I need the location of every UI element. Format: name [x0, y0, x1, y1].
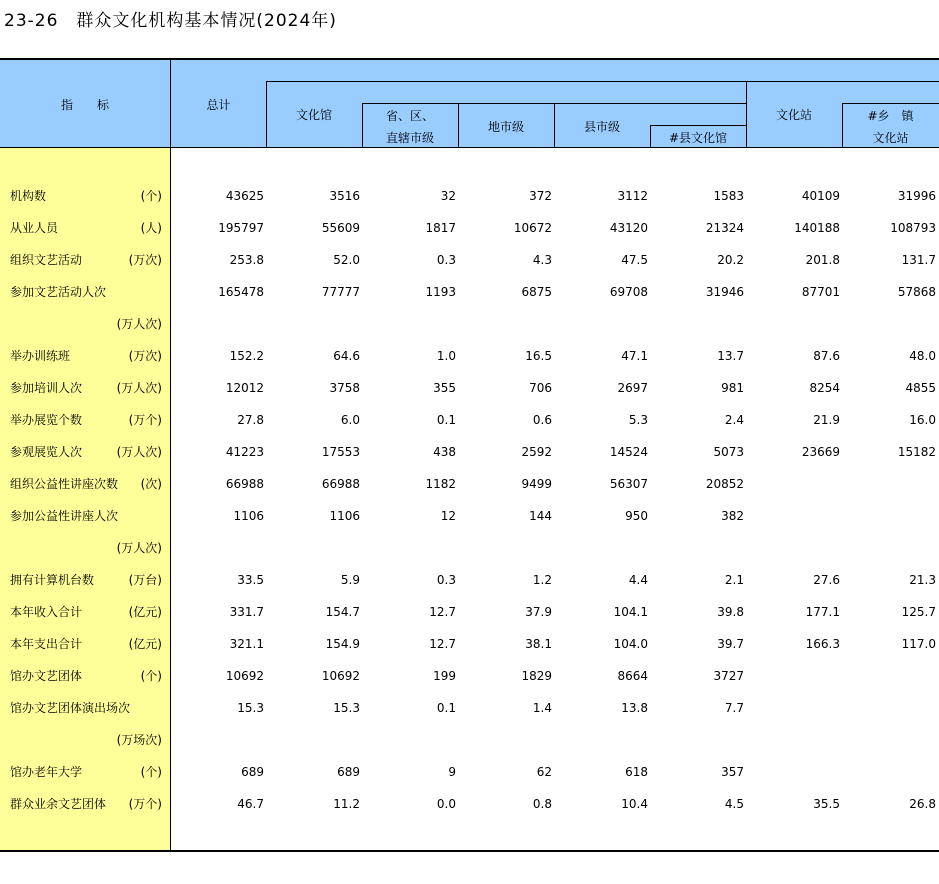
row-label-unit: (个): [140, 765, 162, 779]
table-cell: 43120: [609, 221, 648, 235]
row-label: [10, 348, 162, 364]
table-cell: [174, 732, 264, 748]
table-cell: 8664: [617, 669, 648, 683]
row-label: [10, 796, 162, 812]
table-cell: 43625: [225, 189, 264, 203]
header-rule: [266, 81, 939, 82]
header-bottom-border: [0, 147, 939, 148]
row-label-name: 参加培训人次: [10, 381, 83, 395]
table-cell: 39.8: [717, 605, 744, 619]
table-cell: 16.5: [525, 349, 552, 363]
table-cell: 5.3: [628, 413, 648, 427]
table-cell: 56307: [609, 477, 648, 491]
table-cell: 2697: [617, 381, 648, 395]
table-cell: 981: [721, 381, 744, 395]
table-cell: 55609: [321, 221, 360, 235]
table-cell: 21324: [705, 221, 744, 235]
table-cell: 38.1: [525, 637, 552, 651]
table-cell: 5073: [713, 445, 744, 459]
row-label-unit: (万次): [128, 349, 162, 363]
table-cell: [270, 540, 360, 556]
table-cell: 46.7: [237, 797, 264, 811]
table-cell: 64.6: [333, 349, 360, 363]
table-cell: [750, 732, 840, 748]
table-cell: [366, 732, 456, 748]
table-cell: [270, 732, 360, 748]
row-label-unit: (万人次): [116, 541, 162, 555]
table-cell: 21.3: [909, 573, 936, 587]
table-cell: 37.9: [525, 605, 552, 619]
row-label-unit: (次): [140, 477, 162, 491]
table-cell: 13.7: [717, 349, 744, 363]
table-cell: 6.0: [340, 413, 360, 427]
row-label-name: 机构数: [10, 189, 47, 203]
table-top-border: [0, 58, 939, 60]
row-label: [10, 700, 162, 716]
table-cell: [750, 476, 840, 492]
table-cell: 23669: [801, 445, 840, 459]
table-cell: 0.0: [436, 797, 456, 811]
table-cell: 117.0: [901, 637, 936, 651]
table-cell: 9499: [521, 477, 552, 491]
row-label: [10, 540, 162, 556]
table-cell: 382: [721, 509, 744, 523]
row-label-name: 举办展览个数: [10, 413, 83, 427]
table-cell: 154.7: [325, 605, 360, 619]
table-cell: 7.7: [724, 701, 744, 715]
row-label-unit: (个): [140, 669, 162, 683]
table-cell: 199: [433, 669, 456, 683]
row-label-name: 馆办老年大学: [10, 765, 83, 779]
table-cell: 177.1: [805, 605, 840, 619]
table-cell: [846, 700, 936, 716]
table-cell: [846, 732, 936, 748]
table-cell: [654, 732, 744, 748]
row-label: [10, 284, 162, 300]
table-cell: 3112: [617, 189, 648, 203]
row-label: [10, 636, 162, 652]
row-label-name: 从业人员: [10, 221, 59, 235]
table-cell: [750, 508, 840, 524]
table-cell: 17553: [321, 445, 360, 459]
row-label: [10, 604, 162, 620]
row-label-name: 群众业余文艺团体: [10, 797, 107, 811]
table-cell: 57868: [897, 285, 936, 299]
table-cell: 12.7: [429, 605, 456, 619]
row-label-name: 本年收入合计: [10, 605, 83, 619]
table-cell: [366, 540, 456, 556]
header-provincial-line1: 省、区、: [385, 109, 434, 123]
table-cell: [654, 540, 744, 556]
row-label-name: 参观展览人次: [10, 445, 83, 459]
row-label-unit: (个): [140, 189, 162, 203]
indicator-column-border: [170, 59, 171, 850]
table-cell: 2.1: [724, 573, 744, 587]
table-cell: 35.5: [813, 797, 840, 811]
table-cell: [270, 316, 360, 332]
table-cell: [654, 316, 744, 332]
table-cell: 1.0: [436, 349, 456, 363]
table-cell: 1182: [425, 477, 456, 491]
header-provincial-line2: 直辖市级: [385, 131, 434, 145]
table-cell: 66988: [321, 477, 360, 491]
header-culture-station: 文化站: [775, 108, 812, 122]
table-cell: [558, 540, 648, 556]
row-label-name: 拥有计算机台数: [10, 573, 95, 587]
row-label: [10, 572, 162, 588]
row-label: [10, 412, 162, 428]
row-label: [10, 380, 162, 396]
table-cell: 1106: [233, 509, 264, 523]
table-cell: 355: [433, 381, 456, 395]
table-cell: 47.1: [621, 349, 648, 363]
table-cell: [750, 764, 840, 780]
table-cell: 20.2: [717, 253, 744, 267]
table-cell: 66988: [225, 477, 264, 491]
table-cell: 689: [337, 765, 360, 779]
row-label-unit: (万人次): [116, 317, 162, 331]
table-cell: 9: [448, 765, 456, 779]
header-rule: [842, 103, 939, 104]
row-label-name: 参加公益性讲座人次: [10, 509, 119, 523]
table-cell: 13.8: [621, 701, 648, 715]
table-cell: [366, 316, 456, 332]
table-cell: 0.3: [436, 253, 456, 267]
table-cell: 3727: [713, 669, 744, 683]
header-rule: [650, 125, 746, 126]
table-cell: [846, 764, 936, 780]
table-cell: 1193: [425, 285, 456, 299]
table-cell: [750, 316, 840, 332]
table-cell: 108793: [890, 221, 936, 235]
table-cell: 3516: [329, 189, 360, 203]
table-cell: 689: [241, 765, 264, 779]
table-cell: 166.3: [805, 637, 840, 651]
table-cell: [462, 540, 552, 556]
table-cell: 4.4: [628, 573, 648, 587]
row-label-unit: (万人次): [116, 445, 162, 459]
table-cell: 39.7: [717, 637, 744, 651]
table-cell: 104.1: [613, 605, 648, 619]
row-label-name: 举办训练班: [10, 349, 71, 363]
row-label: [10, 316, 162, 332]
row-label: [10, 188, 162, 204]
table-cell: 125.7: [901, 605, 936, 619]
table-cell: 12: [440, 509, 456, 523]
row-label-unit: (万人次): [116, 381, 162, 395]
table-cell: 10.4: [621, 797, 648, 811]
table-cell: 26.8: [909, 797, 936, 811]
table-cell: 2.4: [724, 413, 744, 427]
row-label-unit: (人): [140, 221, 162, 235]
table-cell: 0.1: [436, 701, 456, 715]
table-cell: 618: [625, 765, 648, 779]
table-cell: 21.9: [813, 413, 840, 427]
table-cell: [750, 700, 840, 716]
table-cell: 47.5: [621, 253, 648, 267]
table-cell: 0.8: [532, 797, 552, 811]
row-label: [10, 764, 162, 780]
table-cell: 165478: [218, 285, 264, 299]
table-cell: [846, 668, 936, 684]
row-label-unit: (万次): [128, 253, 162, 267]
row-label-unit: (万个): [128, 797, 162, 811]
row-label: [10, 220, 162, 236]
table-cell: 77777: [321, 285, 360, 299]
row-label-name: 馆办文艺团体演出场次: [10, 701, 131, 715]
table-cell: 331.7: [229, 605, 264, 619]
table-cell: 31946: [705, 285, 744, 299]
row-label-unit: (万台): [128, 573, 162, 587]
row-label-name: 馆办文艺团体: [10, 669, 83, 683]
table-cell: [750, 668, 840, 684]
table-cell: 152.2: [229, 349, 264, 363]
table-cell: 8254: [809, 381, 840, 395]
table-cell: 52.0: [333, 253, 360, 267]
table-cell: 1817: [425, 221, 456, 235]
table-cell: 4.3: [532, 253, 552, 267]
row-label-name: 组织公益性讲座次数: [10, 477, 119, 491]
header-culture-center: 文化馆: [295, 108, 332, 122]
table-cell: 6875: [521, 285, 552, 299]
table-cell: [558, 316, 648, 332]
header-prefecture: 地市级: [487, 120, 524, 134]
table-cell: 372: [529, 189, 552, 203]
row-label: [10, 476, 162, 492]
table-cell: 14524: [609, 445, 648, 459]
row-label: [10, 668, 162, 684]
table-cell: 15182: [897, 445, 936, 459]
row-label: [10, 732, 162, 748]
table-cell: 15.3: [333, 701, 360, 715]
table-cell: 253.8: [229, 253, 264, 267]
table-cell: [846, 540, 936, 556]
table-cell: 4.5: [724, 797, 744, 811]
table-cell: 140188: [794, 221, 840, 235]
table-cell: 62: [536, 765, 552, 779]
page-title: 23-26 群众文化机构基本情况(2024年): [4, 11, 337, 31]
row-label: [10, 252, 162, 268]
table-cell: 104.0: [613, 637, 648, 651]
table-cell: 950: [625, 509, 648, 523]
table-cell: 3758: [329, 381, 360, 395]
table-cell: 69708: [609, 285, 648, 299]
table-cell: 4855: [905, 381, 936, 395]
table-cell: [174, 316, 264, 332]
row-label-name: 组织文艺活动: [10, 253, 83, 267]
row-label-unit: (万个): [128, 413, 162, 427]
table-cell: [846, 316, 936, 332]
table-cell: 5.9: [340, 573, 360, 587]
table-cell: 1106: [329, 509, 360, 523]
table-cell: 20852: [705, 477, 744, 491]
header-total: 总计: [206, 98, 231, 112]
header-township-line2: 文化站: [872, 131, 909, 145]
table-cell: 31996: [897, 189, 936, 203]
table-cell: 10672: [513, 221, 552, 235]
table-cell: 10692: [321, 669, 360, 683]
table-cell: 12.7: [429, 637, 456, 651]
table-cell: [558, 732, 648, 748]
table-cell: 87701: [801, 285, 840, 299]
table-cell: [846, 476, 936, 492]
table-cell: 12012: [225, 381, 264, 395]
table-cell: 41223: [225, 445, 264, 459]
table-cell: 32: [440, 189, 456, 203]
header-county-culture: #县文化馆: [668, 131, 728, 145]
table-cell: [462, 316, 552, 332]
table-cell: 33.5: [237, 573, 264, 587]
table-cell: [846, 508, 936, 524]
table-cell: [174, 540, 264, 556]
table-cell: 201.8: [805, 253, 840, 267]
row-label: [10, 444, 162, 460]
header-county: 县市级: [583, 120, 620, 134]
row-label-unit: (亿元): [128, 605, 162, 619]
table-cell: 195797: [218, 221, 264, 235]
table-cell: 15.3: [237, 701, 264, 715]
table-cell: 321.1: [229, 637, 264, 651]
table-cell: 131.7: [901, 253, 936, 267]
table-bottom-border: [0, 850, 939, 852]
table-cell: 706: [529, 381, 552, 395]
table-cell: 11.2: [333, 797, 360, 811]
table-cell: 27.6: [813, 573, 840, 587]
table-cell: 2592: [521, 445, 552, 459]
header-township-line1: #乡 镇: [867, 109, 914, 123]
table-cell: 1.4: [532, 701, 552, 715]
table-cell: 438: [433, 445, 456, 459]
table-cell: 144: [529, 509, 552, 523]
table-cell: 0.6: [532, 413, 552, 427]
header-indicator: 指 标: [60, 98, 109, 112]
row-label-name: 参加文艺活动人次: [10, 285, 107, 299]
table-cell: [750, 540, 840, 556]
table-cell: 154.9: [325, 637, 360, 651]
table-cell: 1.2: [532, 573, 552, 587]
table-cell: 0.1: [436, 413, 456, 427]
row-label: [10, 508, 162, 524]
table-cell: 27.8: [237, 413, 264, 427]
table-cell: 1829: [521, 669, 552, 683]
table-cell: [462, 732, 552, 748]
row-label-unit: (亿元): [128, 637, 162, 651]
table-cell: 1583: [713, 189, 744, 203]
table-cell: 16.0: [909, 413, 936, 427]
table-cell: 0.3: [436, 573, 456, 587]
table-cell: 48.0: [909, 349, 936, 363]
table-cell: 357: [721, 765, 744, 779]
row-label-unit: (万场次): [116, 733, 162, 747]
row-label-name: 本年支出合计: [10, 637, 83, 651]
table-cell: 40109: [801, 189, 840, 203]
table-cell: 10692: [225, 669, 264, 683]
table-cell: 87.6: [813, 349, 840, 363]
